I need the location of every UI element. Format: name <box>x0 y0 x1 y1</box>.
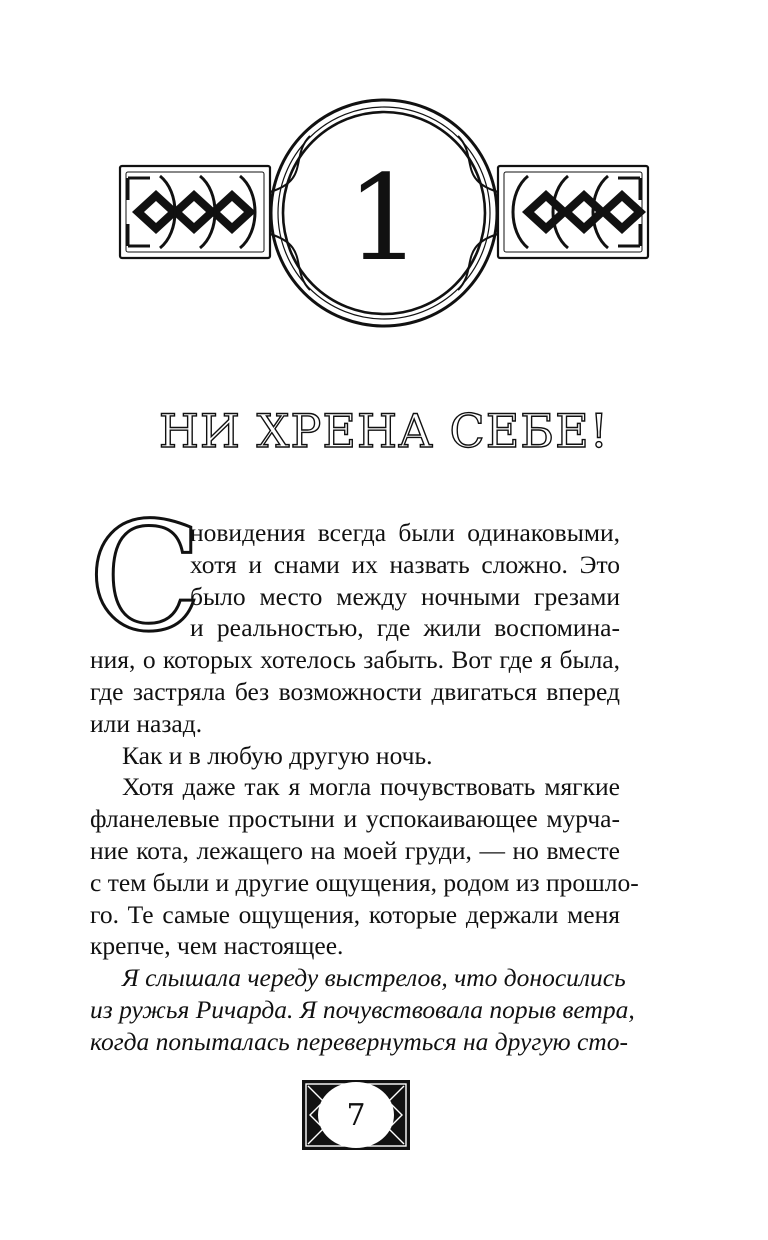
text-line: фланелевые простыни и успокаивающее мурча- <box>90 804 620 834</box>
body-text <box>90 517 639 1058</box>
text-line: из ружья Ричарда. Я почувствовала порыв ветра, <box>90 994 635 1024</box>
text-line: или назад. <box>90 708 203 738</box>
chapter-title: НИ ХРЕНА СЕБЕ! <box>158 404 610 458</box>
text-line: когда попыталась перевернуться на другую сто- <box>90 1026 628 1056</box>
text-line: хотя и снами их назвать сложно. Это <box>190 549 620 579</box>
text-line: го. Те самые ощущения, которые держали меня <box>90 899 620 929</box>
text-line: ния, о которых хотелось забыть. Вот где я была, <box>90 645 620 675</box>
text-line: крепче, чем настоящее. <box>90 931 344 961</box>
text-line: и реальностью, где жили воспомина- <box>190 613 620 643</box>
chapter-number: 1 <box>346 149 422 287</box>
text-line: Я слышала череду выстрелов, что доносились <box>122 963 626 993</box>
drop-cap: С <box>88 491 203 665</box>
text-line: новидения всегда были одинаковыми, <box>190 518 620 547</box>
text-line: Как и в любую другую ночь. <box>122 740 433 770</box>
text-line: с тем были и другие ощущения, родом из прошло- <box>90 867 639 897</box>
page-number: 7 <box>346 1097 366 1133</box>
text-line: Хотя даже так я могла почувствовать мягкие <box>122 772 620 802</box>
text-line: ние кота, лежащего на моей груди, — но вместе <box>90 835 620 865</box>
text-line: было место между ночными грезами <box>190 581 620 611</box>
text-line: где застряла без возможности двигаться вперед <box>90 676 620 706</box>
